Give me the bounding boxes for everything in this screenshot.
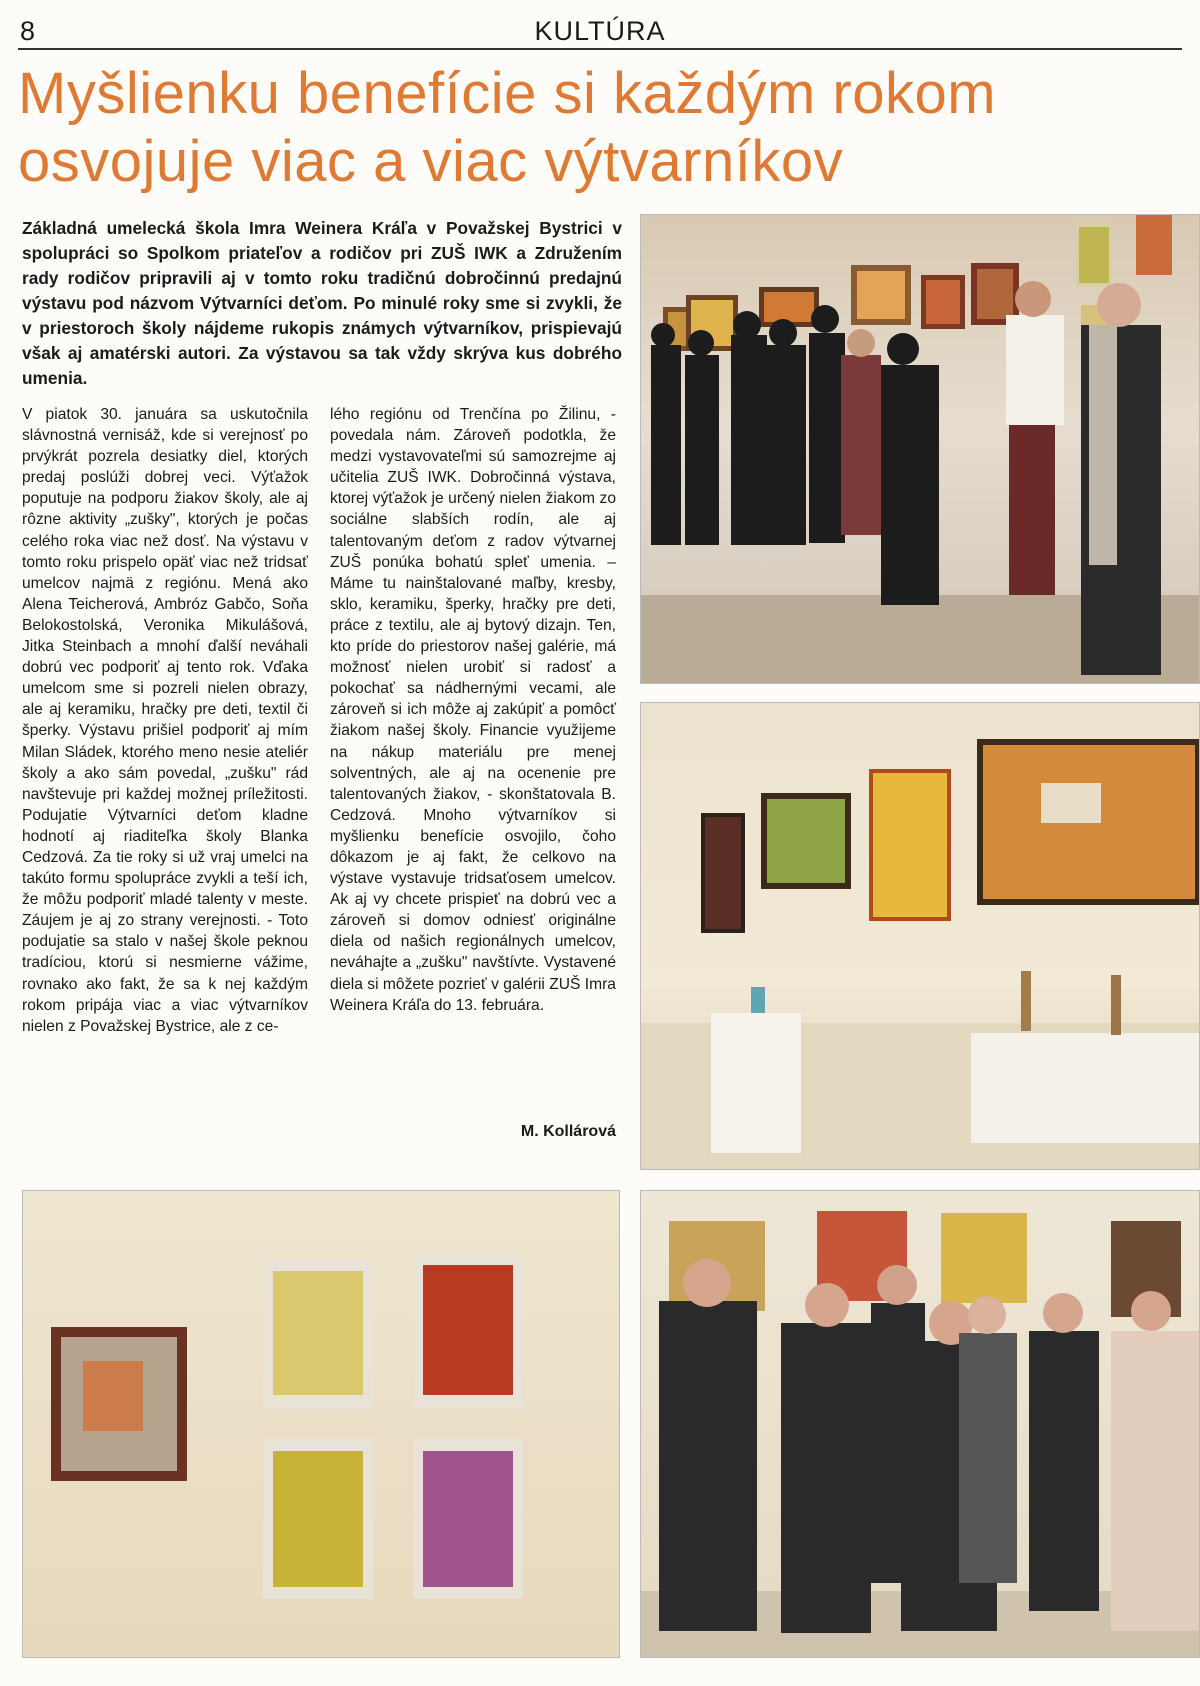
photo-framed-paintings bbox=[22, 1190, 620, 1658]
article-column-2: lého regiónu od Trenčína po Žilinu, - povedala nám. Zároveň podotkla, že medzi vystavovateľmi sú samozrejme aj učitelia ZUŠ IWK. Dobročinná výstava, ktorej výťažok je určený nielen žiakom zo sociálne slabších rodín, ale aj talentovaným deťom z radov výtvarnej ZUŠ ponúka bohatú spleť umenia. – Máme tu nainštalované maľby, kresby, sklo, keramiku, šperky, hračky pre deti, práce z textilu, ale aj bytový dizajn. Ten, kto príde do priestorov našej galérie, má možnosť nielen urobiť si radosť a pokochať sa nádhernými vecami, ale zároveň si ich môže aj zakúpiť a pomôcť žiakom našej školy. Financie využijeme na nákup materiálu pre menej solventných, ale aj na ocenenie pre talentovaných žiakov, - skonštatovala B. Cedzová. Mnoho výtvarníkov si myšlienku benefície osvojilo, čoho dôkazom je aj fakt, že celkovo na výstave vystavuje tridsaťosem umelcov. Ak aj vy chcete prispieť na dobrú vec a zároveň si domov odniesť originálne diela od našich regionálnych umelcov, neváhajte a „zušku" navštívte. Vystavené diela si môžete pozrieť v galérii ZUŠ Imra Weinera Kráľa do 13. februára. bbox=[330, 406, 616, 1014]
article-author: M. Kollárová bbox=[520, 1123, 616, 1140]
headline-line-2: osvojuje viac a viac výtvarníkov bbox=[18, 129, 844, 194]
article-lead: Základná umelecká škola Imra Weinera Kráľa v Považskej Bystrici v spolupráci so Spolkom priateľov a rodičov pri ZUŠ IWK a Združením rady rodičov pripravili aj v tomto roku tradičnú dobročinnú predajnú výstavu pod názvom Výtvarníci deťom. Po minulé roky sme si zvykli, že v priestoroch školy nájdeme rukopis známych výtvarníkov, prispievajú však aj amatérski autori. Za výstavou sa tak vždy skrýva kus dobrého umenia. bbox=[22, 218, 622, 388]
article-column-1: V piatok 30. januára sa uskutočnila slávnostná vernisáž, kde si verejnosť po prvýkrát pozrela desiatky diel, ktorých predaj poslúži dobrej veci. Výťažok poputuje na podporu žiakov školy, ale aj rôzne aktivity „zušky", ktorých je počas celého roka viac než dosť. Na výstavu v tomto roku prispelo opäť viac než tridsať umelcov najmä z regiónu. Mená ako Alena Teicherová, Ambróz Gabčo, Soňa Belokostolská, Veronika Mikulášová, Jitka Steinbach a mnohí ďalší neváhali dobrú vec podporiť aj tento rok. Vďaka umelcom sme si pozreli nielen obrazy, ale aj keramiku, hračky pre deti, textil či šperky. Výstavu prišiel podporiť aj mím Milan Sládek, ktorého meno nesie ateliér školy a ako sám povedal, „zušku" rád navštevuje pri každej možnej príležitosti. Podujatie Výtvarníci deťom kladne hodnotí aj riaditeľka školy Blanka Cedzová. Za tie roky si už vraj umelci na takúto formu spolupráce zvykli a teší ich, že môžu podporiť mladé talenty v meste. Záujem je aj zo strany verejnosti. - Toto podujatie sa stalo v našej škole peknou tradíciou, ktorú si nesmierne vážime, rovnako ako fakt, že sa k nej každým rokom pripája viac a viac výtvarníkov nielen z Považskej Bystrice, ale z ce- bbox=[22, 406, 308, 1035]
section-name: KULTÚRA bbox=[534, 16, 666, 46]
page-number: 8 bbox=[20, 16, 36, 46]
photo-paintings-on-wall bbox=[640, 702, 1200, 1170]
photo-visitors bbox=[640, 1190, 1200, 1658]
photo-group-at-vernissage bbox=[640, 214, 1200, 684]
article-headline bbox=[18, 60, 1188, 196]
headline-line-1: Myšlienku benefície si každým rokom bbox=[18, 61, 997, 126]
page-header bbox=[18, 10, 1182, 50]
